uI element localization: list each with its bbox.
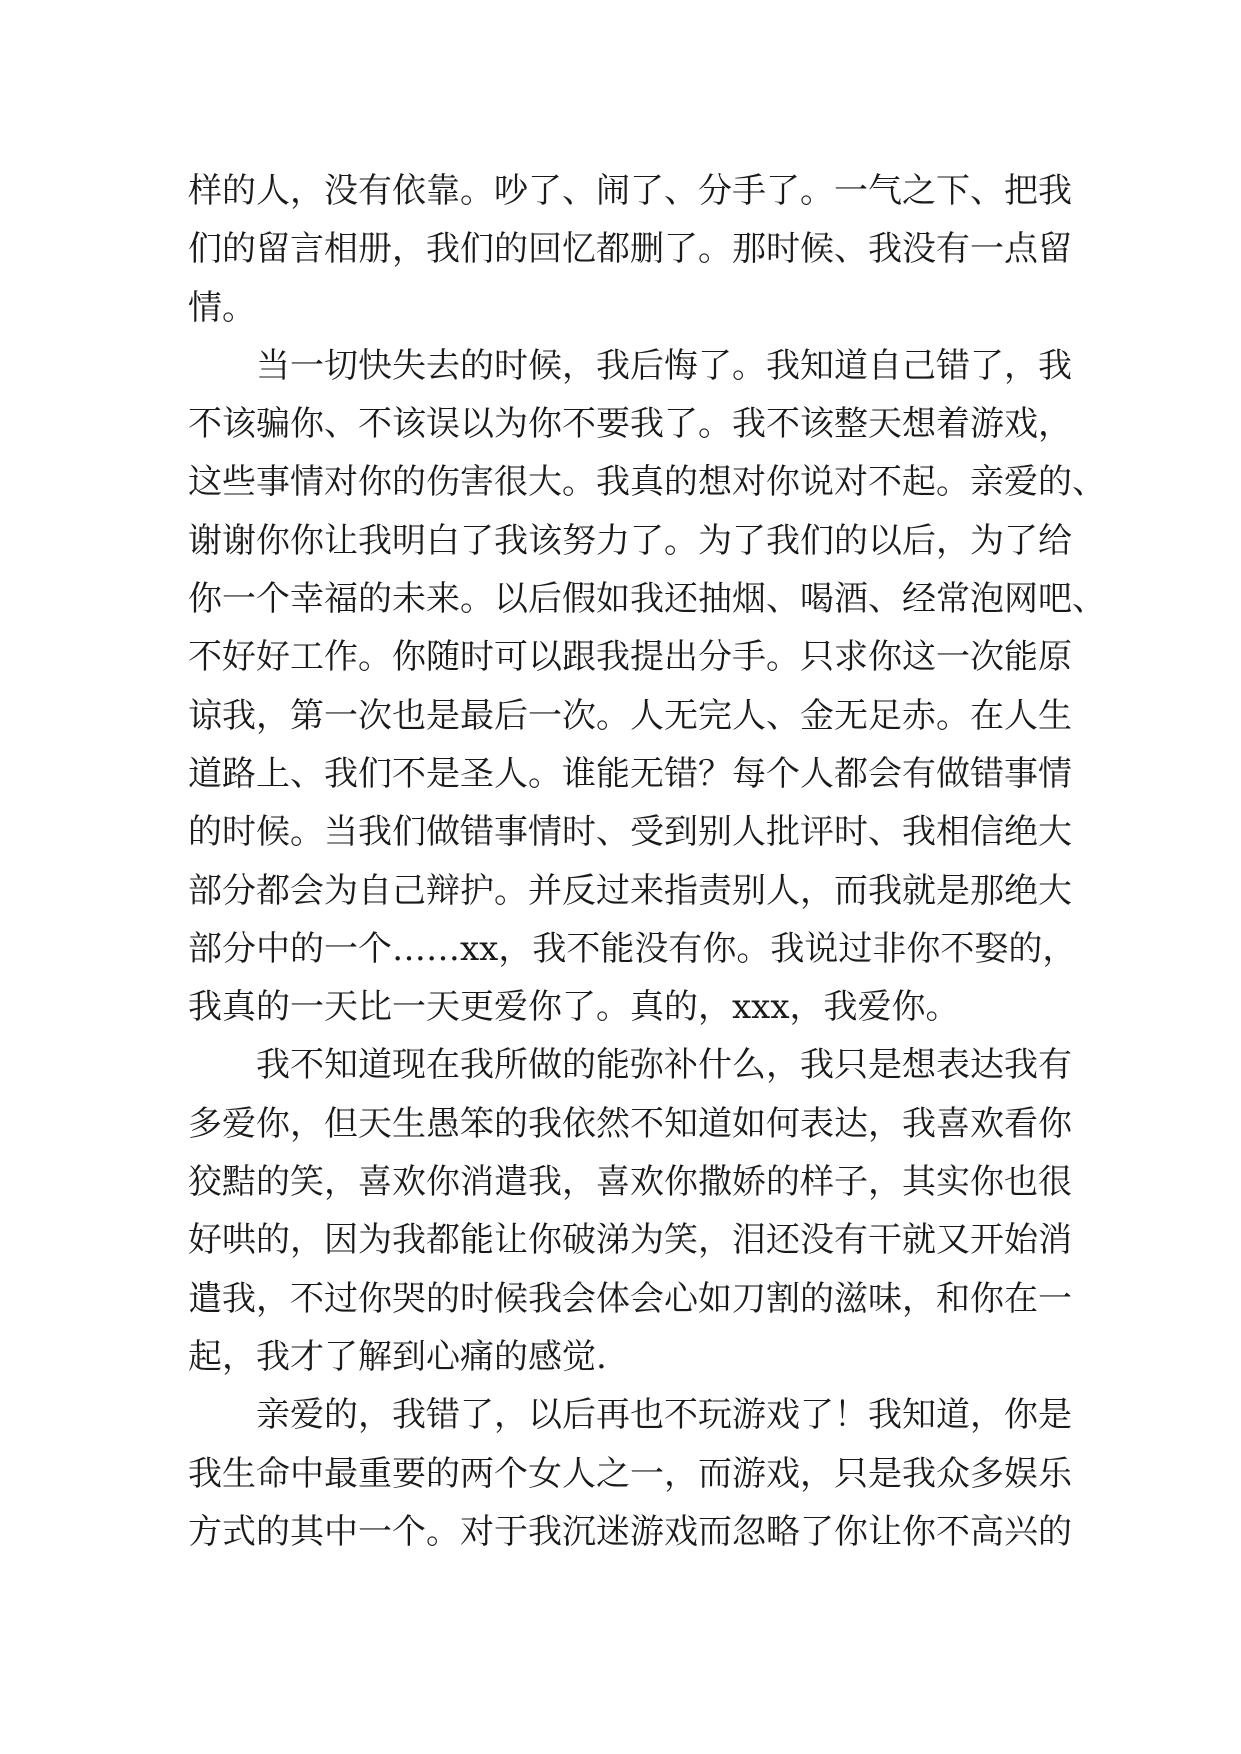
text-line: 部分中的一个……xx，我不能没有你。我说过非你不娶的， (188, 928, 1077, 969)
paragraph-3 (188, 1036, 1072, 1386)
text-line: 谢谢你你让我明白了我该努力了。为了我们的以后，为了给 (188, 520, 1072, 561)
text-line: 当一切快失去的时候，我后悔了。我知道自己错了，我 (256, 345, 1072, 386)
text-line: 好哄的，因为我都能让你破涕为笑，泪还没有干就又开始消 (188, 1220, 1072, 1261)
paragraph-2 (188, 337, 1106, 1037)
text-line: 道路上、我们不是圣人。谁能无错？每个人都会有做错事情 (188, 753, 1072, 794)
text-line: 这些事情对你的伤害很大。我真的想对你说对不起。亲爱的、 (188, 462, 1106, 503)
paragraph-4 (188, 1386, 1072, 1561)
text-line: 们的留言相册，我们的回忆都删了。那时候、我没有一点留 (188, 229, 1072, 270)
text-line: 我真的一天比一天更爱你了。真的，xxx，我爱你。 (188, 987, 960, 1028)
text-line: 方式的其中一个。对于我沉迷游戏而忽略了你让你不高兴的 (188, 1511, 1072, 1552)
text-line: 遣我，不过你哭的时候我会体会心如刀割的滋味，和你在一 (188, 1278, 1072, 1319)
document-body (188, 162, 1106, 1561)
text-line: 起，我才了解到心痛的感觉. (188, 1336, 607, 1377)
text-line: 多爱你，但天生愚笨的我依然不知道如何表达，我喜欢看你 (188, 1103, 1072, 1144)
text-line: 狡黠的笑，喜欢你消遣我，喜欢你撒娇的样子，其实你也很 (188, 1162, 1072, 1203)
text-line: 你一个幸福的未来。以后假如我还抽烟、喝酒、经常泡网吧、 (188, 579, 1106, 620)
text-line: 谅我，第一次也是最后一次。人无完人、金无足赤。在人生 (188, 695, 1072, 736)
text-line: 亲爱的，我错了，以后再也不玩游戏了！我知道，你是 (256, 1395, 1072, 1436)
paragraph-1 (188, 162, 1072, 337)
text-line: 部分都会为自己辩护。并反过来指责别人，而我就是那绝大 (188, 870, 1072, 911)
text-line: 情。 (188, 287, 256, 328)
text-line: 我生命中最重要的两个女人之一，而游戏，只是我众多娱乐 (188, 1453, 1072, 1494)
text-line: 的时候。当我们做错事情时、受到别人批评时、我相信绝大 (188, 812, 1072, 853)
text-line: 样的人，没有依靠。吵了、闹了、分手了。一气之下、把我 (188, 171, 1072, 211)
text-line: 不该骗你、不该误以为你不要我了。我不该整天想着游戏， (188, 404, 1072, 445)
text-line: 我不知道现在我所做的能弥补什么，我只是想表达我有 (256, 1045, 1072, 1086)
text-line: 不好好工作。你随时可以跟我提出分手。只求你这一次能原 (188, 637, 1072, 678)
